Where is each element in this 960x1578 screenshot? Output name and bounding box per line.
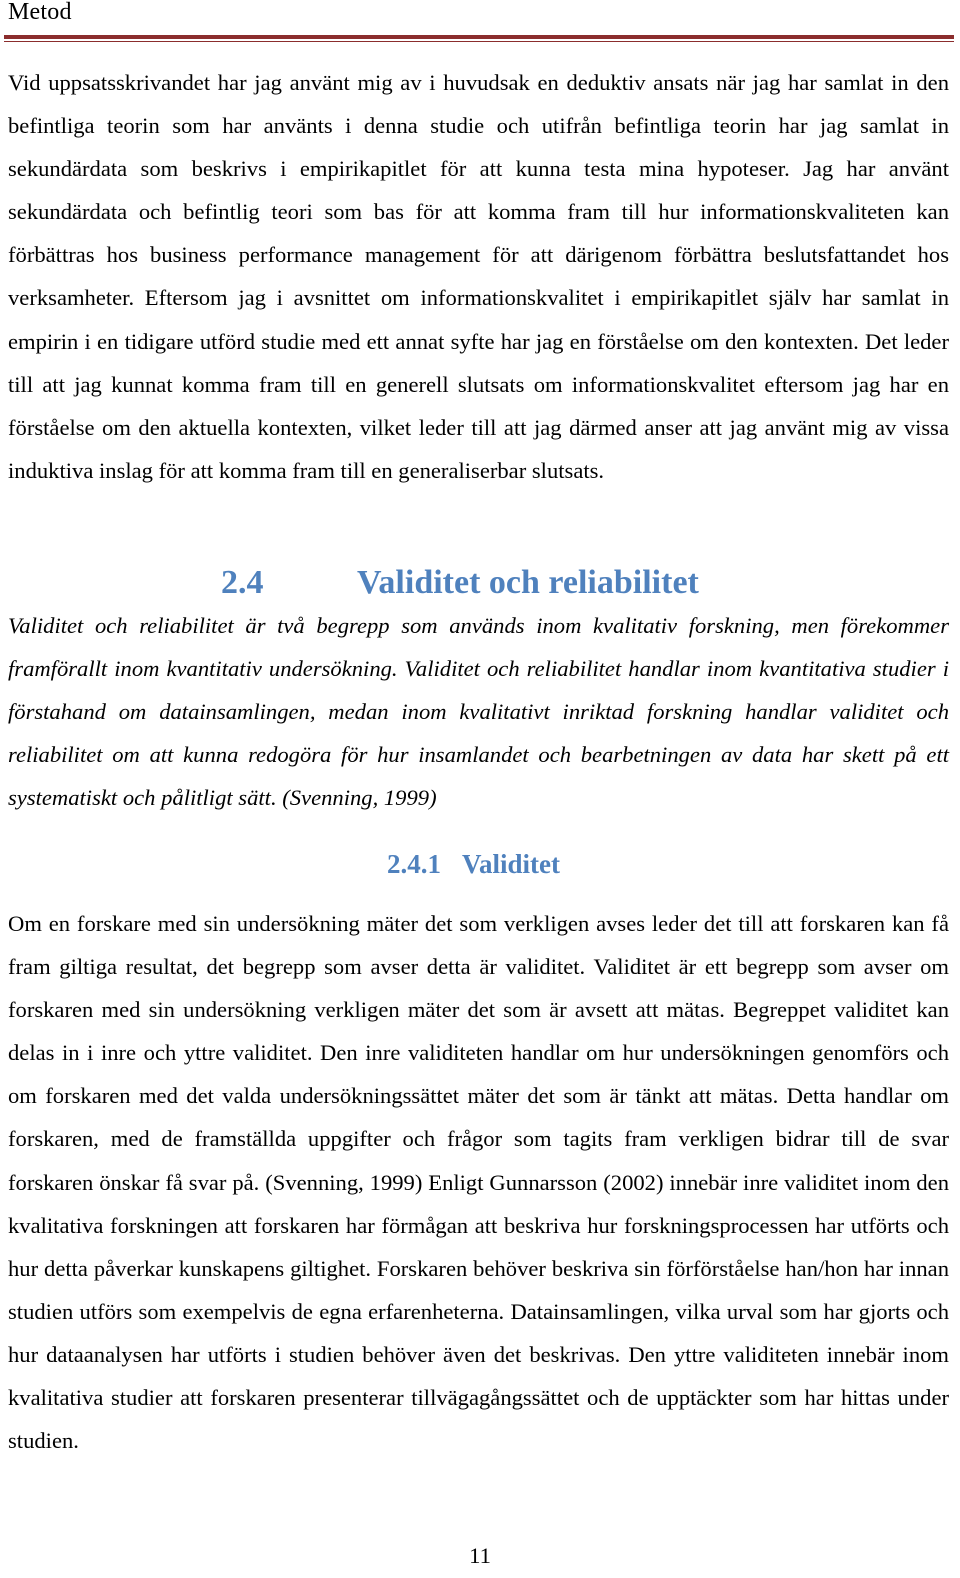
header-rule-thin xyxy=(4,41,954,42)
page-number: 11 xyxy=(469,1543,491,1568)
subsection-number: 2.4.1 xyxy=(387,849,441,879)
subsection-title: Validitet xyxy=(462,849,561,879)
header-rule xyxy=(4,35,954,39)
paragraph-intro: Vid uppsatsskrivandet har jag använt mig av i huvudsak en deduktiv ansats när jag har samlat in den befintliga teorin som har använts i denna studie och utifrån befintliga teorin har jag samlat in sekundärdata som beskrivs i empirikapitlet för att kunna testa mina hypoteser. Jag har använt sekundärdata och befintlig teori som bas för att komma fram till hur informationskvaliteten kan förbättras hos business performance management för att därigenom förbättra beslutsfattandet hos verksamheter. Eftersom jag i avsnittet om informationskvalitet i empirikapitlet själv har samlat in empirin i en tidigare utförd studie med ett annat syfte har jag en förståelse om den kontexten. Det leder till att jag kunnat komma fram till en generell slutsats om informationskvalitet eftersom jag har en förståelse om den aktuella kontexten, vilket leder till att jag därmed anser att jag använt mig av vissa induktiva inslag för att komma fram till en generaliserbar slutsats. xyxy=(8,70,949,483)
paragraph-validity: Om en forskare med sin undersökning mäter det som verkligen avses leder det till att forskaren kan få fram giltiga resultat, det begrepp som avser detta är validitet. Validitet är ett begrepp som avser om forskaren med sin undersökning verkligen mäter det som är avsett att mätas. Begreppet validitet kan delas in i inre och yttre validitet. Den inre validiteten handlar om hur undersökningen genomförs och om forskaren med det valda undersökningssättet mäter det som är tänkt att mätas. Detta handlar om forskaren, med de framställda uppgifter och frågor som tagits fram verkligen bidrar till de svar forskaren önskar få svar på. (Svenning, 1999) Enligt Gunnarsson (2002) innebär inre validitet inom den kvalitativa forskningen att forskaren har förmågan att beskriva hur forskningsprocessen har utförts och hur detta påverkar kunskapens giltighet. Forskaren behöver beskriva sin förförståelse han/hon har innan studien utförs som exempelvis de egna erfarenheterna. Datainsamlingen, vilka urval som har gjorts och hur dataanalysen har utförts i studien behöver även det beskrivas. Den yttre validiteten innebär inom kvalitativa studier att forskaren presenterar tillvägagångssättet och de upptäckter som har hittas under studien. xyxy=(8,911,949,1454)
running-header-title: Metod xyxy=(8,0,72,25)
section-title: Validitet och reliabilitet xyxy=(357,564,699,601)
paragraph-validity-reliability: Validitet och reliabilitet är två begrepp som används inom kvalitativ forskning, men förekommer framförallt inom kvantitativ undersökning. Validitet och reliabilitet handlar inom kvantitativa studier i förstahand om datainsamlingen, medan inom kvalitativt inriktad forskning handlar validitet och reliabilitet om att kunna redogöra för hur insamlandet och bearbetningen av data har skett på ett systematiskt och pålitligt sätt. (Svenning, 1999) xyxy=(8,613,949,811)
section-number: 2.4 xyxy=(221,564,264,601)
